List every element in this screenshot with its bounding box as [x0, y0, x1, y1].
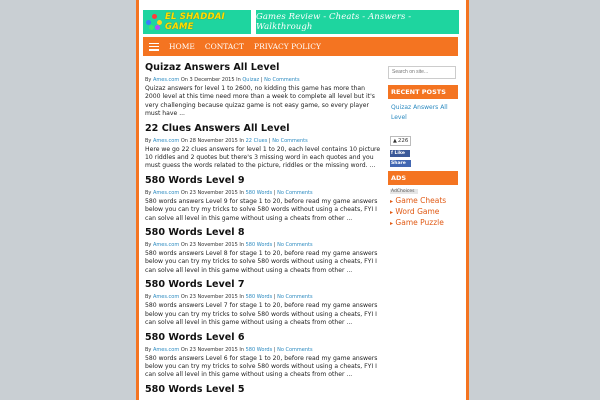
post-meta: By Ames.com On 3 December 2015 In Quizaz | No Comments [145, 77, 300, 83]
post-category[interactable]: 22 Clues [245, 137, 268, 144]
post-author[interactable]: Ames.com [152, 294, 180, 301]
ad-link[interactable]: ▸ Game Puzzle [390, 218, 444, 227]
post-title[interactable]: 22 Clues Answers All Level [145, 122, 290, 134]
nav-privacy-policy[interactable]: PRIVACY POLICY [254, 42, 321, 51]
like-counter: ▲ 226 [390, 136, 411, 146]
post-meta: By Ames.com On 23 November 2015 In 580 Words | No Comments [145, 189, 313, 196]
post-item [143, 123, 381, 171]
search-input[interactable] [388, 66, 456, 79]
arrow-icon: ▸ [390, 220, 394, 227]
arrow-icon: ▸ [390, 209, 394, 216]
post-comments[interactable]: No Comments [277, 346, 313, 353]
ad-link[interactable]: ▸ Word Game [390, 207, 440, 216]
post-comments[interactable]: No Comments [277, 294, 313, 301]
post-excerpt: 580 words answers Level 8 for stage 1 to 20, before read my game answers below you can try my tricks to solve 580 words without using a cheats, FYI I can solve all level in this game without using a cheats from other ... [145, 250, 378, 274]
post-title[interactable]: 580 Words Level 5 [145, 383, 245, 395]
post-title[interactable]: Quizaz Answers All Level [145, 62, 280, 73]
post-title[interactable]: 580 Words Level 6 [145, 331, 245, 343]
post-item [143, 62, 381, 119]
recent-post-link[interactable]: Quizaz Answers All Level [391, 104, 448, 121]
adchoices-badge[interactable]: AdChoices [390, 189, 418, 194]
site-logo[interactable] [143, 10, 251, 34]
post-meta: By Ames.com On 23 November 2015 In 580 Words | No Comments [145, 294, 313, 301]
arrow-icon: ▸ [390, 198, 394, 205]
post-comments[interactable]: No Comments [277, 189, 313, 196]
post-item [143, 175, 381, 223]
like-icon: ▲ [393, 138, 397, 144]
post-author[interactable]: Ames.com [152, 77, 180, 83]
post-item [143, 332, 381, 380]
post-title[interactable]: 580 Words Level 9 [145, 174, 245, 186]
post-category[interactable]: Quizaz [242, 77, 260, 83]
tagline-text: Games Review - Cheats - Answers - Walkthrough [256, 12, 412, 32]
post-excerpt: Here we go 22 clues answers for level 1 to 20, each level contains 10 picture 10 riddles and 2 quotes but there's 3 missing word in each quotes and you must guess the words related to the picture, riddles or the missing word. ... [145, 145, 381, 170]
post-excerpt: 580 words answers Level 9 for stage 1 to 20, before read my game answers below you can try my tricks to solve 580 words without using a cheats, FYI I can solve all level in this game without using a cheats from other ... [145, 197, 378, 222]
post-author[interactable]: Ames.com [152, 346, 180, 353]
post-item [143, 279, 381, 327]
logo-icon [146, 14, 161, 30]
site-tagline [256, 10, 459, 34]
facebook-share-button[interactable]: Share [390, 160, 411, 167]
post-list [143, 58, 381, 400]
post-category[interactable]: 580 Words [245, 242, 273, 249]
post-author[interactable]: Ames.com [152, 137, 180, 144]
post-meta: By Ames.com On 23 November 2015 In 580 Words | No Comments [145, 346, 313, 353]
recent-posts-title: RECENT POSTS [388, 85, 458, 99]
post-author[interactable]: Ames.com [152, 189, 180, 196]
post-category[interactable]: 580 Words [245, 346, 273, 353]
post-excerpt: Quizaz answers for level 1 to 2600, no kidding this game has more than 2000 level at this time need more than a week to complete all level but it's very challenging because quizaz game is not easy game, so every player must have ... [145, 85, 375, 118]
main-nav [143, 37, 458, 56]
post-item [143, 227, 381, 275]
post-title[interactable]: 580 Words Level 7 [145, 279, 245, 291]
nav-home[interactable]: HOME [169, 42, 195, 51]
logo-text: EL SHADDAI GAME [165, 12, 225, 32]
nav-contact[interactable]: CONTACT [204, 42, 245, 51]
post-meta: By Ames.com On 23 November 2015 In 580 Words | No Comments [145, 242, 313, 249]
post-author[interactable]: Ames.com [152, 242, 180, 249]
post-title[interactable]: 580 Words Level 8 [145, 227, 245, 239]
post-excerpt: 580 words answers Level 6 for stage 1 to 20, before read my game answers below you can try my tricks to solve 580 words without using a cheats, FYI I can solve all level in this game without using a cheats from other ... [145, 354, 378, 379]
sidebar [388, 58, 458, 400]
ads-title: ADS [388, 171, 458, 185]
post-category[interactable]: 580 Words [245, 189, 273, 196]
ad-link[interactable]: ▸ Game Cheats [390, 196, 447, 205]
post-item [143, 384, 381, 395]
post-comments[interactable]: No Comments [264, 77, 300, 83]
post-comments[interactable]: No Comments [277, 242, 313, 249]
post-meta: By Ames.com On 28 November 2015 In 22 Clues | No Comments [145, 137, 308, 144]
post-comments[interactable]: No Comments [272, 137, 308, 144]
post-category[interactable]: 580 Words [245, 294, 273, 301]
facebook-like-button[interactable]: f Like [390, 150, 410, 157]
post-excerpt: 580 words answers Level 7 for stage 1 to 20, before read my game answers below you can try my tricks to solve 580 words without using a cheats, FYI I can solve all level in this game without using a cheats from other ... [145, 302, 378, 327]
menu-icon[interactable] [149, 43, 159, 51]
